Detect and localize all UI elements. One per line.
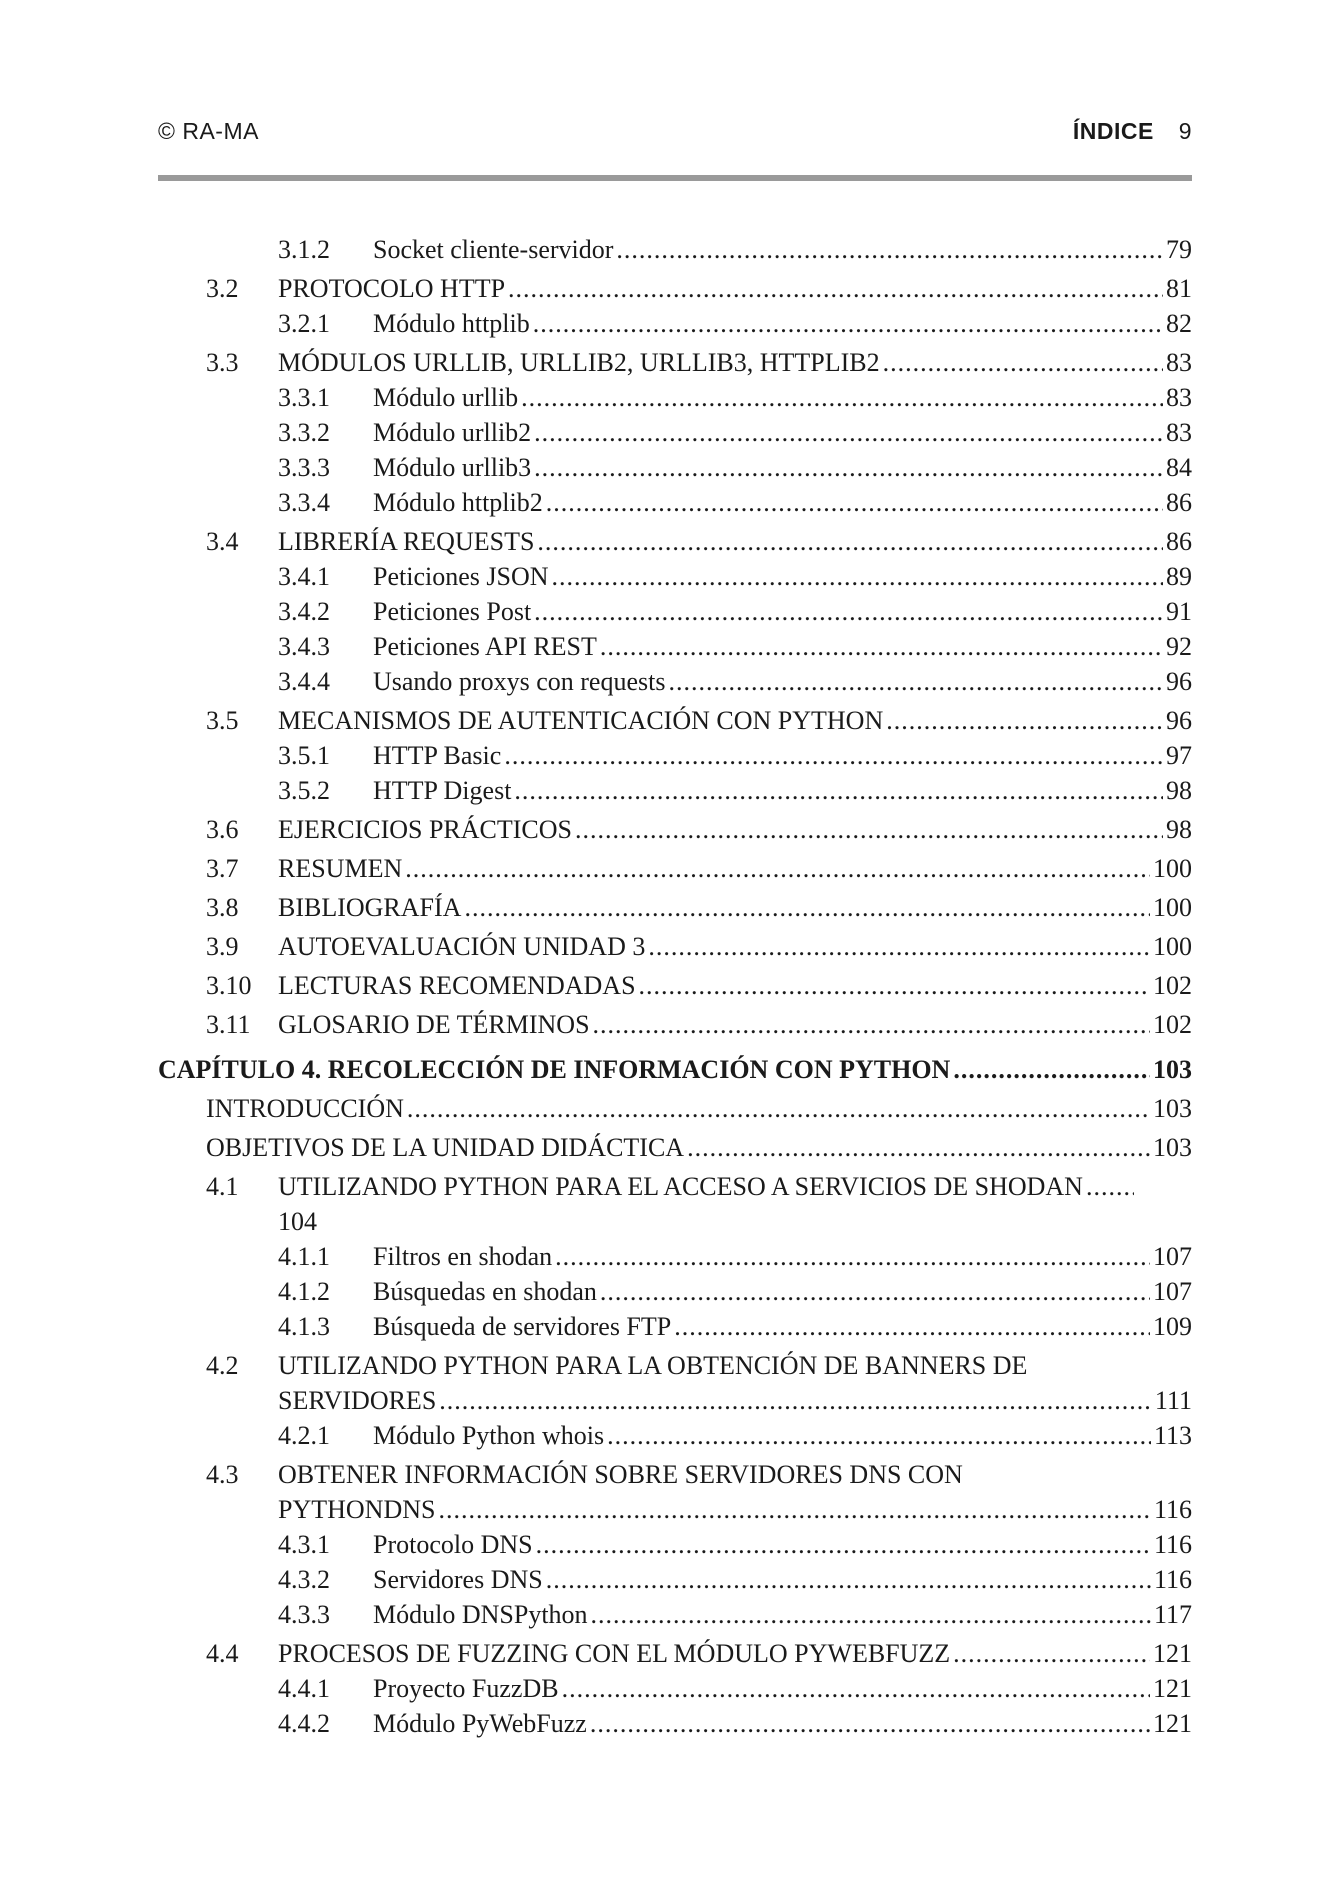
toc-entry[interactable] xyxy=(158,1597,1192,1632)
toc-entry[interactable] xyxy=(158,559,1192,594)
toc-entry-title: PROTOCOLO HTTP xyxy=(278,274,506,303)
toc-entry-page: 100 xyxy=(1153,932,1192,961)
toc-entry-title: UTILIZANDO PYTHON PARA EL ACCESO A SERVICIOS DE SHODAN xyxy=(278,1172,1083,1201)
toc-entry[interactable] xyxy=(158,629,1192,664)
toc-entry-page: 84 xyxy=(1166,453,1192,482)
toc-entry-page: 97 xyxy=(1166,741,1192,770)
toc-entry-number: 3.2 xyxy=(206,274,239,303)
toc-entry-number: 3.6 xyxy=(206,815,239,844)
toc-entry-title: UTILIZANDO PYTHON PARA LA OBTENCIÓN DE BANNERS DE xyxy=(278,1351,1028,1380)
toc-entry-page: 121 xyxy=(1153,1639,1192,1668)
toc-entry-number: 3.7 xyxy=(206,854,239,883)
toc-entry-page: 103 xyxy=(1153,1055,1192,1084)
toc-entry-number: 3.4.1 xyxy=(278,562,330,591)
toc-entry-number: 4.3.2 xyxy=(278,1565,330,1594)
toc-entry[interactable] xyxy=(158,703,1192,738)
toc-entry-number: 4.1 xyxy=(206,1172,239,1201)
toc-entry[interactable] xyxy=(158,1527,1192,1562)
toc-entry-page: 79 xyxy=(1166,235,1192,264)
toc-entry[interactable] xyxy=(158,664,1192,699)
toc-entry-number: 4.4.2 xyxy=(278,1709,330,1738)
dot-leader xyxy=(591,1597,1151,1632)
toc-entry[interactable] xyxy=(158,812,1192,847)
dot-leader xyxy=(600,1274,1150,1309)
toc-entry-number: 4.2.1 xyxy=(278,1421,330,1450)
toc-entry-number: 4.3 xyxy=(206,1460,239,1489)
toc-entry-page: 102 xyxy=(1153,971,1192,1000)
toc-entry-page: 96 xyxy=(1166,667,1192,696)
toc-entry[interactable] xyxy=(158,1671,1192,1706)
toc-entry-number: 3.3.3 xyxy=(278,453,330,482)
toc-entry-title: HTTP Basic xyxy=(373,741,502,770)
dot-leader xyxy=(533,306,1163,341)
toc-entry-page: 103 xyxy=(1153,1133,1192,1162)
toc-entry[interactable] xyxy=(158,1052,1192,1087)
toc-entry-title: INTRODUCCIÓN xyxy=(206,1094,404,1123)
toc-entry-number: 3.4.4 xyxy=(278,667,330,696)
toc-entry-page: 82 xyxy=(1166,309,1192,338)
toc-entry[interactable] xyxy=(158,345,1192,380)
toc-entry-title: Módulo urllib xyxy=(373,383,519,412)
toc-entry-number: 4.4 xyxy=(206,1639,239,1668)
toc-entry-number: 3.3 xyxy=(206,348,239,377)
toc-entry[interactable] xyxy=(158,1130,1192,1165)
toc-entry-number: 3.3.1 xyxy=(278,383,330,412)
toc-entry[interactable] xyxy=(158,890,1192,925)
toc-entry-title: HTTP Digest xyxy=(373,776,512,805)
toc-entry-number: 3.2.1 xyxy=(278,309,330,338)
toc-entry[interactable] xyxy=(158,306,1192,341)
toc-entry-title: CAPÍTULO 4. RECOLECCIÓN DE INFORMACIÓN CON PYTHON xyxy=(158,1055,951,1084)
toc-entry[interactable] xyxy=(158,1636,1192,1671)
toc-entry-page: 98 xyxy=(1166,776,1192,805)
toc-entry-page: 81 xyxy=(1166,274,1192,303)
toc-entry-number: 4.1.2 xyxy=(278,1277,330,1306)
dot-leader xyxy=(687,1130,1150,1165)
toc-entry-title: EJERCICIOS PRÁCTICOS xyxy=(278,815,572,844)
dot-leader xyxy=(521,380,1163,415)
toc-entry-number: 3.3.4 xyxy=(278,488,330,517)
toc-entry-title: LECTURAS RECOMENDADAS xyxy=(278,971,636,1000)
toc-entry[interactable] xyxy=(158,1457,1192,1527)
toc-entry-page: 116 xyxy=(1153,1565,1192,1594)
toc-entry-number: 3.4 xyxy=(206,527,239,556)
toc-entry-page: 111 xyxy=(1154,1386,1192,1415)
toc-entry[interactable] xyxy=(158,594,1192,629)
toc-entry-page: 103 xyxy=(1153,1094,1192,1123)
toc-entry-title: Módulo PyWebFuzz xyxy=(373,1709,587,1738)
page-number: 9 xyxy=(1178,118,1192,144)
dot-leader xyxy=(405,851,1150,886)
toc-entry-title: Módulo httplib2 xyxy=(373,488,543,517)
toc-entry-number: 3.4.2 xyxy=(278,597,330,626)
toc-entry-number: 3.5 xyxy=(206,706,239,735)
publisher-label: © RA-MA xyxy=(158,118,259,144)
toc-entry-page: 104 xyxy=(278,1207,317,1236)
toc-entry-number: 3.5.2 xyxy=(278,776,330,805)
toc-entry-page: 89 xyxy=(1166,562,1192,591)
toc-entry-number: 4.3.3 xyxy=(278,1600,330,1629)
toc-entry-page: 121 xyxy=(1153,1709,1192,1738)
dot-leader xyxy=(555,1239,1150,1274)
toc-entry-page: 86 xyxy=(1166,488,1192,517)
dot-leader xyxy=(552,559,1164,594)
toc-entry-title: MÓDULOS URLLIB, URLLIB2, URLLIB3, HTTPLIB2 xyxy=(278,348,880,377)
toc-entry-title: Servidores DNS xyxy=(373,1565,543,1594)
toc-entry-number: 3.4.3 xyxy=(278,632,330,661)
running-header xyxy=(158,112,1192,152)
toc-entry-title: Filtros en shodan xyxy=(373,1242,553,1271)
toc-entry-title: SERVIDORES xyxy=(278,1386,437,1415)
dot-leader xyxy=(534,594,1163,629)
toc-entry-page: 109 xyxy=(1153,1312,1192,1341)
toc-entry-title: OBJETIVOS DE LA UNIDAD DIDÁCTICA xyxy=(206,1133,685,1162)
toc-entry[interactable] xyxy=(158,415,1192,450)
dot-leader xyxy=(514,773,1163,808)
toc-entry[interactable] xyxy=(158,738,1192,773)
toc-entry[interactable] xyxy=(158,380,1192,415)
toc-entry-page: 83 xyxy=(1166,418,1192,447)
toc-entry-number: 3.8 xyxy=(206,893,239,922)
toc-entry-number: 4.4.1 xyxy=(278,1674,330,1703)
toc-entry-title: MECANISMOS DE AUTENTICACIÓN CON PYTHON xyxy=(278,706,884,735)
header-rule xyxy=(158,175,1192,181)
dot-leader xyxy=(953,1636,1150,1671)
dot-leader xyxy=(575,812,1163,847)
toc-entry[interactable] xyxy=(158,485,1192,520)
toc-entry-number: 4.3.1 xyxy=(278,1530,330,1559)
toc-entry[interactable] xyxy=(158,1309,1192,1344)
toc-entry[interactable] xyxy=(158,1239,1192,1274)
dot-leader xyxy=(668,664,1163,699)
toc-entry-number: 3.3.2 xyxy=(278,418,330,447)
toc-entry[interactable] xyxy=(158,851,1192,886)
toc-entry-page: 96 xyxy=(1166,706,1192,735)
toc-entry-title: Peticiones JSON xyxy=(373,562,549,591)
toc-entry-title: Peticiones Post xyxy=(373,597,532,626)
toc-entry[interactable] xyxy=(158,450,1192,485)
dot-leader xyxy=(438,1492,1150,1527)
toc-entry-title: PROCESOS DE FUZZING CON EL MÓDULO PYWEBFUZZ xyxy=(278,1639,951,1668)
dot-leader xyxy=(1086,1169,1134,1204)
toc-entry-title: Búsqueda de servidores FTP xyxy=(373,1312,672,1341)
toc-entry-title: RESUMEN xyxy=(278,854,403,883)
toc-entry-number: 3.10 xyxy=(206,971,252,1000)
toc-entry[interactable] xyxy=(158,1562,1192,1597)
toc-entry[interactable] xyxy=(158,524,1192,559)
toc-entry-title: Protocolo DNS xyxy=(373,1530,533,1559)
toc-entry-number: 3.1.2 xyxy=(278,235,330,264)
toc-entry[interactable] xyxy=(158,271,1192,306)
toc-entry-page: 91 xyxy=(1166,597,1192,626)
section-label: ÍNDICE xyxy=(1072,118,1154,144)
toc-entry[interactable] xyxy=(158,1348,1192,1418)
toc-entry-title: Peticiones API REST xyxy=(373,632,597,661)
toc-entry-page: 107 xyxy=(1153,1277,1192,1306)
toc-entry-number: 4.1.1 xyxy=(278,1242,330,1271)
toc-entry-page: 86 xyxy=(1166,527,1192,556)
dot-leader xyxy=(546,1562,1151,1597)
toc-entry-page: 116 xyxy=(1153,1495,1192,1524)
dot-leader xyxy=(508,271,1163,306)
toc-entry-title: Módulo httplib xyxy=(373,309,530,338)
toc-entry-page: 117 xyxy=(1153,1600,1192,1629)
toc-entry-title: AUTOEVALUACIÓN UNIDAD 3 xyxy=(278,932,646,961)
toc-entry-title: BIBLIOGRAFÍA xyxy=(278,893,462,922)
dot-leader xyxy=(883,345,1163,380)
dot-leader xyxy=(639,968,1150,1003)
dot-leader xyxy=(537,524,1163,559)
toc-entry-number: 3.5.1 xyxy=(278,741,330,770)
toc-entry[interactable] xyxy=(158,1091,1192,1126)
toc-entry-page: 83 xyxy=(1166,348,1192,377)
header-right xyxy=(1073,118,1192,145)
toc-entry-page: 113 xyxy=(1153,1421,1192,1450)
dot-leader xyxy=(439,1383,1152,1418)
dot-leader xyxy=(607,1418,1151,1453)
toc-entry-title: Módulo urllib2 xyxy=(373,418,532,447)
toc-entry-title: Socket cliente-servidor xyxy=(373,235,614,264)
toc-entry-title: GLOSARIO DE TÉRMINOS xyxy=(278,1010,590,1039)
dot-leader xyxy=(504,738,1163,773)
toc-entry-page: 83 xyxy=(1166,383,1192,412)
dot-leader xyxy=(590,1706,1150,1741)
toc-entry-title: Módulo Python whois xyxy=(373,1421,605,1450)
toc-entry-title: LIBRERÍA REQUESTS xyxy=(278,527,535,556)
toc-entry-number: 3.11 xyxy=(206,1010,251,1039)
table-of-contents xyxy=(158,232,1192,1741)
toc-entry[interactable] xyxy=(158,1418,1192,1453)
toc-entry[interactable] xyxy=(158,1169,1192,1239)
dot-leader xyxy=(674,1309,1150,1344)
toc-entry-page: 100 xyxy=(1153,854,1192,883)
toc-entry-page: 116 xyxy=(1153,1530,1192,1559)
toc-entry-number: 4.1.3 xyxy=(278,1312,330,1341)
dot-leader xyxy=(953,1052,1150,1087)
dot-leader xyxy=(886,703,1163,738)
toc-entry-page: 121 xyxy=(1153,1674,1192,1703)
dot-leader xyxy=(536,1527,1151,1562)
toc-entry-page: 107 xyxy=(1153,1242,1192,1271)
toc-entry-number: 3.9 xyxy=(206,932,239,961)
dot-leader xyxy=(648,929,1150,964)
toc-entry-title: Módulo DNSPython xyxy=(373,1600,588,1629)
toc-entry[interactable] xyxy=(158,232,1192,267)
toc-entry-title: PYTHONDNS xyxy=(278,1495,436,1524)
toc-entry[interactable] xyxy=(158,929,1192,964)
dot-leader xyxy=(464,890,1150,925)
toc-entry-number: 4.2 xyxy=(206,1351,239,1380)
toc-entry-title: Búsquedas en shodan xyxy=(373,1277,597,1306)
dot-leader xyxy=(534,450,1163,485)
toc-entry-title: OBTENER INFORMACIÓN SOBRE SERVIDORES DNS CON xyxy=(278,1460,963,1489)
toc-entry[interactable] xyxy=(158,773,1192,808)
toc-entry-page: 102 xyxy=(1153,1010,1192,1039)
dot-leader xyxy=(593,1007,1150,1042)
toc-entry[interactable] xyxy=(158,1007,1192,1042)
dot-leader xyxy=(407,1091,1150,1126)
toc-entry-title: Usando proxys con requests xyxy=(373,667,666,696)
toc-entry[interactable] xyxy=(158,1706,1192,1741)
toc-entry[interactable] xyxy=(158,968,1192,1003)
dot-leader xyxy=(562,1671,1150,1706)
dot-leader xyxy=(534,415,1163,450)
dot-leader xyxy=(546,485,1163,520)
toc-entry[interactable] xyxy=(158,1274,1192,1309)
toc-entry-title: Módulo urllib3 xyxy=(373,453,532,482)
toc-entry-page: 92 xyxy=(1166,632,1192,661)
toc-entry-title: Proyecto FuzzDB xyxy=(373,1674,559,1703)
toc-entry-page: 98 xyxy=(1166,815,1192,844)
dot-leader xyxy=(616,232,1163,267)
toc-entry-page: 100 xyxy=(1153,893,1192,922)
dot-leader xyxy=(600,629,1163,664)
